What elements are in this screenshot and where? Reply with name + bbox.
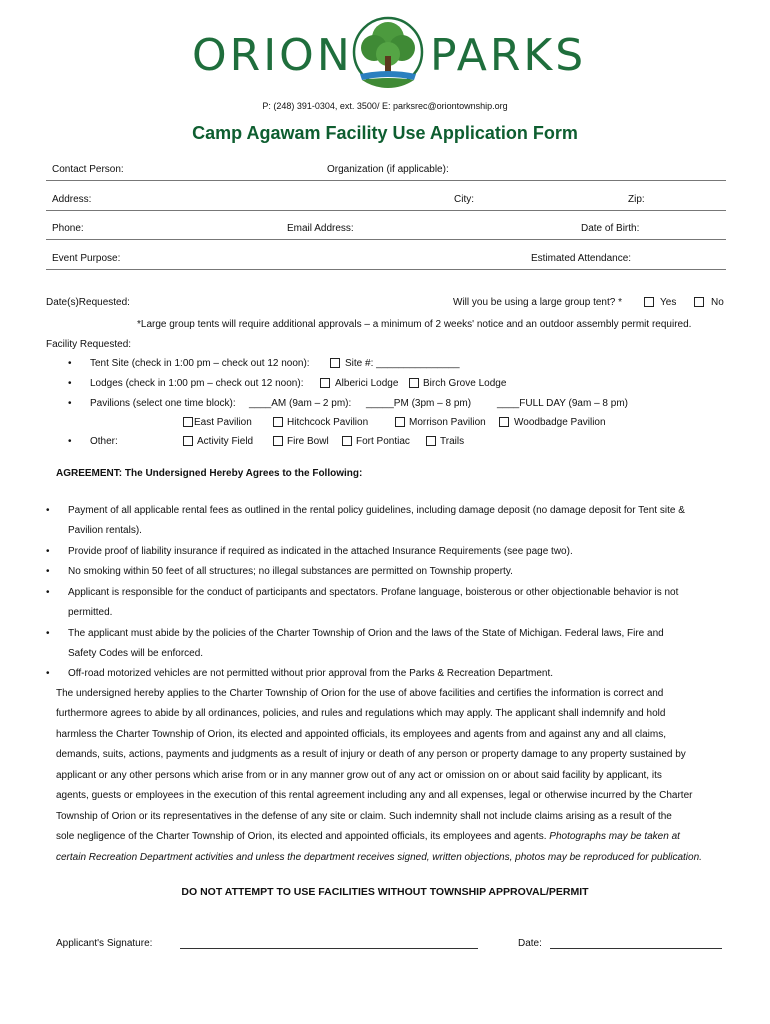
- birch-checkbox[interactable]: [409, 378, 419, 388]
- trails-checkbox[interactable]: [426, 436, 436, 446]
- email-label: Email Address:: [287, 223, 354, 234]
- date-label: Date:: [518, 938, 542, 949]
- no-checkbox[interactable]: [694, 297, 704, 307]
- address-label: Address:: [52, 194, 92, 205]
- row-line: [46, 239, 726, 240]
- agreement-bullet-cont: permitted.: [68, 607, 113, 618]
- woodbadge-label: Woodbadge Pavilion: [514, 417, 606, 428]
- agreement-paragraph: The undersigned hereby applies to the Charter Township of Orion for the use of above facilities and certifies the information is correct and: [56, 688, 664, 699]
- row-line: [46, 269, 726, 270]
- pm-block-field[interactable]: _____PM (3pm – 8 pm): [366, 398, 472, 409]
- agreement-bullet-cont: Safety Codes will be enforced.: [68, 648, 204, 659]
- east-pavilion-label: East Pavilion: [194, 417, 252, 428]
- fullday-block-field[interactable]: ____FULL DAY (9am – 8 pm): [497, 398, 628, 409]
- agreement-paragraph: harmless the Charter Township of Orion, its elected and appointed officials, its employees and agents from and against any and all claims,: [56, 729, 666, 740]
- yes-label: Yes: [660, 297, 677, 308]
- facility-heading: Facility Requested:: [46, 339, 132, 350]
- agreement-heading: AGREEMENT: The Undersigned Hereby Agrees to the Following:: [56, 468, 363, 479]
- hitchcock-label: Hitchcock Pavilion: [287, 417, 369, 428]
- warning-text: DO NOT ATTEMPT TO USE FACILITIES WITHOUT TOWNSHIP APPROVAL/PERMIT: [181, 886, 589, 898]
- fire-bowl-checkbox[interactable]: [273, 436, 283, 446]
- signature-label: Applicant's Signature:: [56, 938, 153, 949]
- fort-pontiac-checkbox[interactable]: [342, 436, 352, 446]
- agreement-bullet: • Provide proof of liability insurance if required as indicated in the attached Insurance Requirements (see page two).: [68, 546, 573, 558]
- fire-bowl-label: Fire Bowl: [287, 436, 329, 447]
- contact-person-label: Contact Person:: [52, 164, 124, 175]
- agreement-paragraph: sole negligence of the Charter Township of Orion, its elected and appointed officials, its employees and agents. Photographs may be taken at: [56, 831, 680, 842]
- yes-checkbox[interactable]: [644, 297, 654, 307]
- tent-site-item: • Tent Site (check in 1:00 pm – check out 12 noon):: [90, 358, 310, 370]
- dates-requested-label: Date(s)Requested:: [46, 297, 130, 308]
- morrison-label: Morrison Pavilion: [409, 417, 486, 428]
- activity-field-label: Activity Field: [197, 436, 254, 447]
- fort-pontiac-label: Fort Pontiac: [356, 436, 410, 447]
- phone-label: Phone:: [52, 223, 84, 234]
- morrison-checkbox[interactable]: [395, 417, 405, 427]
- agreement-bullet: • Payment of all applicable rental fees as outlined in the rental policy guidelines, including damage deposit (no damage deposit for Tent site &: [68, 505, 685, 517]
- estimated-attendance-label: Estimated Attendance:: [531, 253, 632, 264]
- logo-text-parks: PARKS: [430, 30, 587, 81]
- trails-label: Trails: [440, 436, 465, 447]
- agreement-paragraph: demands, suits, actions, payments and judgments as a result of injury or death of any person or property damage to any property sustained by: [56, 749, 686, 760]
- agreement-paragraph: furthermore agrees to abide by all ordinances, policies, and rules and regulations which may apply. The applicant shall indemnify and hold: [56, 708, 666, 719]
- am-block-field[interactable]: ____AM (9am – 2 pm):: [249, 398, 352, 409]
- photo-notice-cont: certain Recreation Department activities and unless the department receives signed, written objections, photos may be reproduced for publication.: [56, 852, 702, 863]
- row-line: [46, 180, 726, 181]
- woodbadge-checkbox[interactable]: [499, 417, 509, 427]
- alberici-checkbox[interactable]: [320, 378, 330, 388]
- tree-logo-icon: [352, 14, 424, 94]
- row-line: [46, 210, 726, 211]
- no-label: No: [711, 297, 724, 308]
- form-title: Camp Agawam Facility Use Application Form: [192, 123, 578, 143]
- tent-note: *Large group tents will require additional approvals – a minimum of 2 weeks' notice and an outdoor assembly permit required.: [137, 319, 692, 330]
- zip-label: Zip:: [628, 194, 645, 205]
- pavilions-item: • Pavilions (select one time block):: [90, 398, 236, 410]
- site-checkbox[interactable]: [330, 358, 340, 368]
- city-label: City:: [454, 194, 474, 205]
- activity-field-checkbox[interactable]: [183, 436, 193, 446]
- east-pavilion-checkbox[interactable]: [183, 417, 193, 427]
- agreement-bullet-cont: Pavilion rentals).: [68, 525, 142, 536]
- other-item: • Other:: [90, 436, 118, 448]
- contact-info: P: (248) 391-0304, ext. 3500/ E: parksrec@oriontownship.org: [262, 101, 508, 111]
- site-number-field[interactable]: Site #: _______________: [345, 358, 460, 369]
- agreement-paragraph: Township of Orion or its representatives in the defense of any site or claim. Such indemnity shall not include claims arising as a result of the: [56, 811, 672, 822]
- large-tent-question: Will you be using a large group tent? *: [453, 297, 622, 308]
- agreement-paragraph: applicant or any other persons which arise from or in any manner grow out of any act or omission on or about said facility by applicant, its: [56, 770, 662, 781]
- agreement-bullet: • The applicant must abide by the policies of the Charter Township of Orion and the laws of the State of Michigan. Federal laws, Fire and: [68, 628, 664, 640]
- agreement-bullet: • No smoking within 50 feet of all structures; no illegal substances are permitted on Township property.: [68, 566, 513, 578]
- birch-label: Birch Grove Lodge: [423, 378, 507, 389]
- dob-label: Date of Birth:: [581, 223, 640, 234]
- agreement-bullet: • Off-road motorized vehicles are not permitted without prior approval from the Parks & Recreation Department.: [68, 668, 553, 680]
- event-purpose-label: Event Purpose:: [52, 253, 121, 264]
- lodges-item: • Lodges (check in 1:00 pm – check out 12 noon):: [90, 378, 303, 390]
- logo-text-orion: ORION: [192, 30, 353, 81]
- hitchcock-checkbox[interactable]: [273, 417, 283, 427]
- photo-notice: Photographs may be taken at: [549, 831, 680, 842]
- organization-label: Organization (if applicable):: [327, 164, 449, 175]
- signature-line[interactable]: [180, 948, 478, 949]
- date-line[interactable]: [550, 948, 722, 949]
- agreement-paragraph: agents, guests or employees in the execution of this rental agreement including any and all expenses, legal or otherwise incurred by the Charter: [56, 790, 693, 801]
- alberici-label: Alberici Lodge: [335, 378, 399, 389]
- agreement-bullet: • Applicant is responsible for the conduct of participants and spectators. Profane language, boisterous or other objectionable behavior is not: [68, 587, 678, 599]
